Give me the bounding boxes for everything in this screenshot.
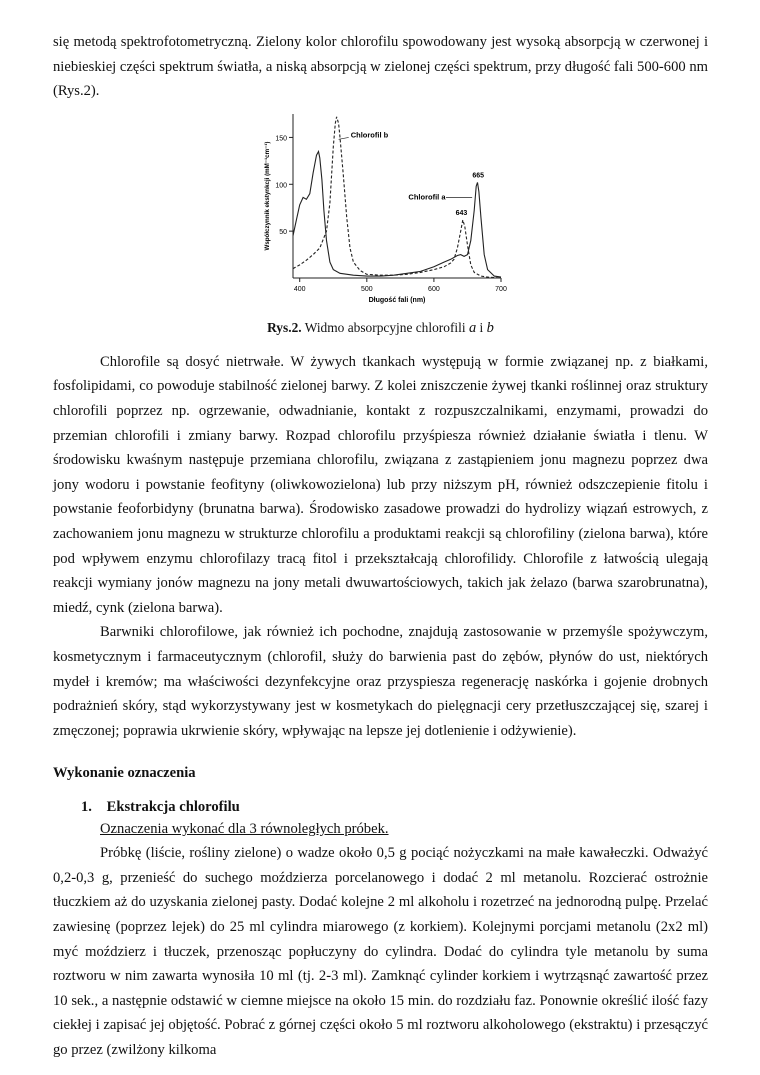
x-tick-label: 600: [428, 285, 440, 293]
step-text: Próbkę (liście, rośliny zielone) o wadze około 0,5 g pociąć nożyczkami na małe kawałeczki. Odważyć 0,2-0,3 g, przenieść do suchego moździerza porcelanowego i dodać 2 ml metanolu. Rozcierać ostrożnie tłuczkiem aż do uzyskania zielonej pasty. Dodać kolejne 2 ml alkoholu i rozetrzeć na jednorodną pulpę. Przelać zawiesinę (poprzez lejek) do 25 ml cylindra miarowego (z korkiem). Kolejnymi porcjami metanolu (2x2 ml) myć moździerz i tłuczek, przenosząc popłuczyny do cylindra. Dodać do cylindra tyle metanolu by suma roztworu w nim zawarta wynosiła 10 ml (tj. 2-3 ml). Zamknąć cylinder korkiem i wytrząsnąć zawartość przez 10 sek., a następnie odstawić w ciemne miejsce na około 15 min. do rozdziału faz. Ponownie określić ilość fazy ciekłej i zapisać jej objętość. Pobrać z górnej części około 5 ml roztworu alkoholowego (ekstraktu) i przesączyć go przez (zwilżony kilkoma: [53, 845, 708, 1059]
section-heading: Wykonanie oznaczenia: [53, 765, 196, 782]
caption-text: Widmo absorpcyjne chlorofili: [304, 319, 466, 335]
caption-b: b: [486, 319, 494, 336]
step-heading: [81, 797, 708, 817]
caption-label: Rys.2.: [267, 319, 302, 335]
series-label-chlorofil-b: Chlorofil b: [350, 130, 389, 140]
x-tick-label: 700: [495, 285, 507, 293]
x-axis-label: Długość fali (nm): [368, 296, 426, 304]
step-number: 1.: [81, 799, 92, 816]
y-tick-label: 150: [275, 135, 287, 143]
series-label-chlorofil-a: Chlorofil a: [408, 192, 446, 202]
figure-absorption-spectrum: [53, 104, 708, 316]
paragraph-stability: Chlorofile są dosyć nietrwałe. W żywych tkankach występują w formie związanej np. z białkami, fosfolipidami, co powoduje stabilność zielonej barwy. Z kolei zniszczenie żywej tkanki roślinnej oraz struktury chlorofili poprzez np. ogrzewanie, odwadnianie, kontakt z rozpuszczalnikami, enzymami, prowadzi do przemian chlorofili i zmiany barwy. Rozpad chlorofilu przyśpiesza również działanie światła i tlenu. W środowisku kwaśnym następuje przemiana chlorofilu, związana z zastąpieniem jonu magnezu poprzez dwa jony wodoru i powstanie feofityny (oliwkowozielona) lub przy niższym pH, również odszczepienie fitolu i powstanie feoforbidyny (brunatna barwa). Środowisko zasadowe prowadzi do hydrolizy wiązań estrowych, z zachowaniem jonu magnezu w strukturze chlorofilu a produktami reakcji są chlorofiliny (zielona barwa), które pod wpływem enzymu chlorofilazy tracą fitol i przekształcają chlorofilidy. Chlorofile z łatwością ulegają reakcji wymiany jonów magnezu na jony metali dwuwartościowych, takich jak żelazo (barwa szarobrunatna), miedź, cynk (zielona barwa).: [53, 353, 708, 616]
peak-annotation-665: 665: [472, 172, 485, 180]
y-axis-label: Współczynnik ekstynkcji (mM⁻¹cm⁻¹): [264, 141, 271, 251]
caption-a: a: [468, 319, 477, 336]
x-tick-label: 500: [360, 285, 373, 293]
step-note: Oznaczenia wykonać dla 3 równoległych próbek.: [100, 821, 389, 838]
caption-and: i: [479, 319, 484, 335]
x-tick-label: 400: [293, 285, 306, 293]
y-tick-label: 100: [275, 182, 287, 190]
figure-caption: [53, 318, 708, 338]
peak-annotation-643: 643: [455, 209, 468, 217]
intro-paragraph: się metodą spektrofotometryczną. Zielony kolor chlorofilu spowodowany jest wysoką absorpcją w czerwonej i niebieskiej części spektrum światła, a niską absorpcją w zielonej części spektrum, przy długość fali 500-600 nm (Rys.2).: [53, 34, 708, 100]
step-title: Ekstrakcja chlorofilu: [106, 799, 240, 816]
series-label-pointer-b: [339, 137, 349, 139]
paragraph-applications: Barwniki chlorofilowe, jak również ich pochodne, znajdują zastosowanie w przemyśle spożywczym, kosmetycznym i farmaceutycznym (chlorofil, służy do barwienia past do zębów, płynów do ust, niektórych mydeł i kremów; ma właściwości dezynfekcyjne oraz przyspiesza regenerację naskórka i gojenie drobnych podrażnień skóry, stąd wykorzystywany jest w kosmetykach do pielęgnacji cery przetłuszczającej się, szarej i zmęczonej; poprawia ukrwienie skóry, wpływając na lepsze jej dotlenienie i odżywienie).: [53, 624, 708, 739]
absorption-chart: [253, 110, 507, 310]
document-page: [53, 30, 708, 1063]
y-tick-label: 50: [279, 228, 287, 236]
